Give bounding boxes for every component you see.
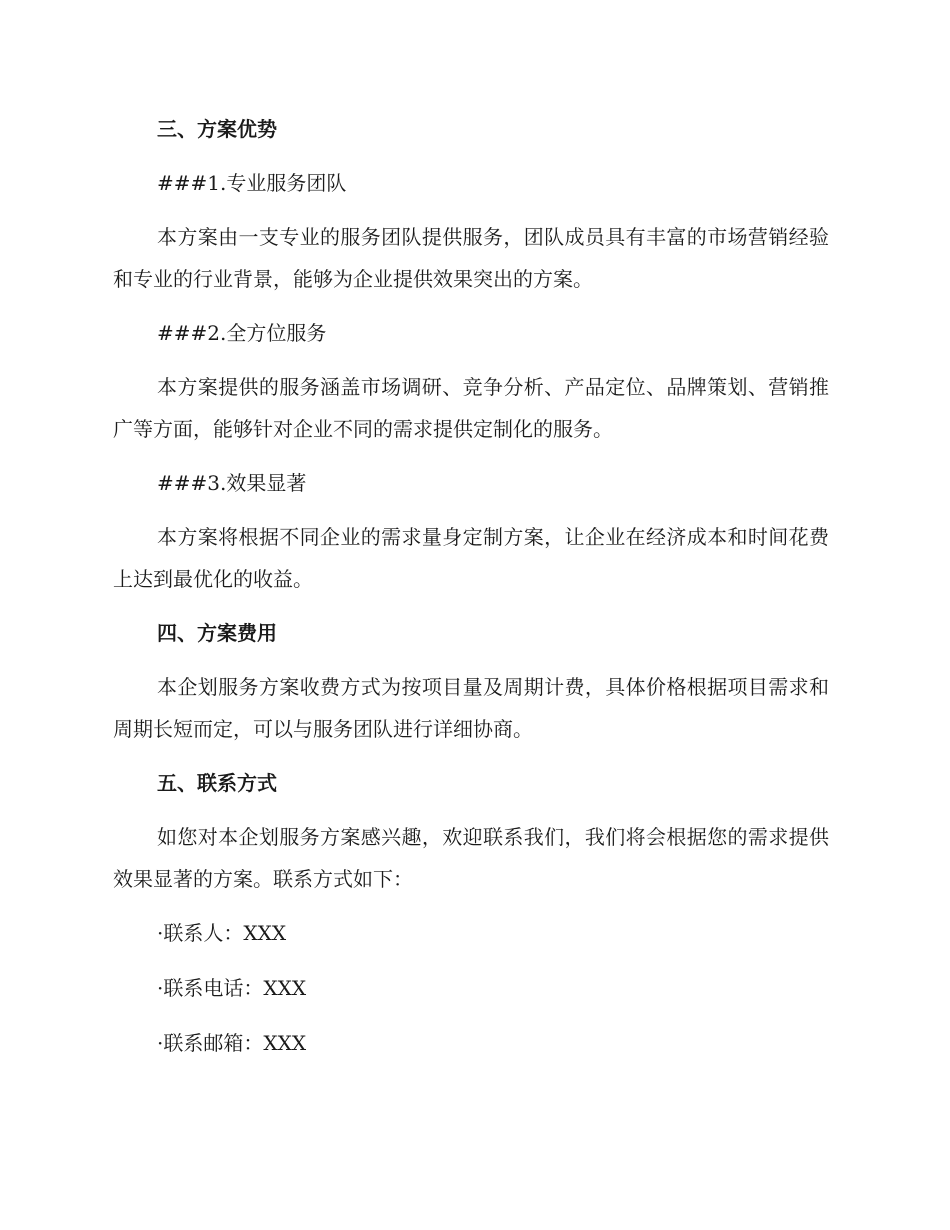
- section-heading-fees: 四、方案费用: [157, 621, 277, 645]
- section-heading-contact: 五、联系方式: [157, 771, 277, 795]
- contact-phone-item: ·联系电话：XXX: [157, 976, 307, 1000]
- paragraph-contact: 如您对本企划服务方案感兴趣，欢迎联系我们，我们将会根据您的需求提供效果显著的方案。联系方式如下：: [113, 825, 829, 891]
- section-heading-advantages: 三、方案优势: [157, 117, 277, 141]
- paragraph-full-service: 本方案提供的服务涵盖市场调研、竞争分析、产品定位、品牌策划、营销推广等方面，能够针对企业不同的需求提供定制化的服务。: [113, 375, 829, 441]
- paragraph-professional-team: 本方案由一支专业的服务团队提供服务，团队成员具有丰富的市场营销经验和专业的行业背景，能够为企业提供效果突出的方案。: [113, 225, 829, 291]
- subheading-professional-team: ###1.专业服务团队: [157, 171, 347, 195]
- subheading-full-service: ###2.全方位服务: [157, 321, 327, 345]
- contact-person-item: ·联系人：XXX: [157, 921, 287, 945]
- contact-email-item: ·联系邮箱：XXX: [157, 1031, 307, 1055]
- subheading-remarkable-results: ###3.效果显著: [157, 471, 307, 495]
- paragraph-remarkable-results: 本方案将根据不同企业的需求量身定制方案，让企业在经济成本和时间花费上达到最优化的收益。: [113, 525, 829, 591]
- document-page: [113, 108, 829, 1077]
- paragraph-fees: 本企划服务方案收费方式为按项目量及周期计费，具体价格根据项目需求和周期长短而定，可以与服务团队进行详细协商。: [113, 675, 829, 741]
